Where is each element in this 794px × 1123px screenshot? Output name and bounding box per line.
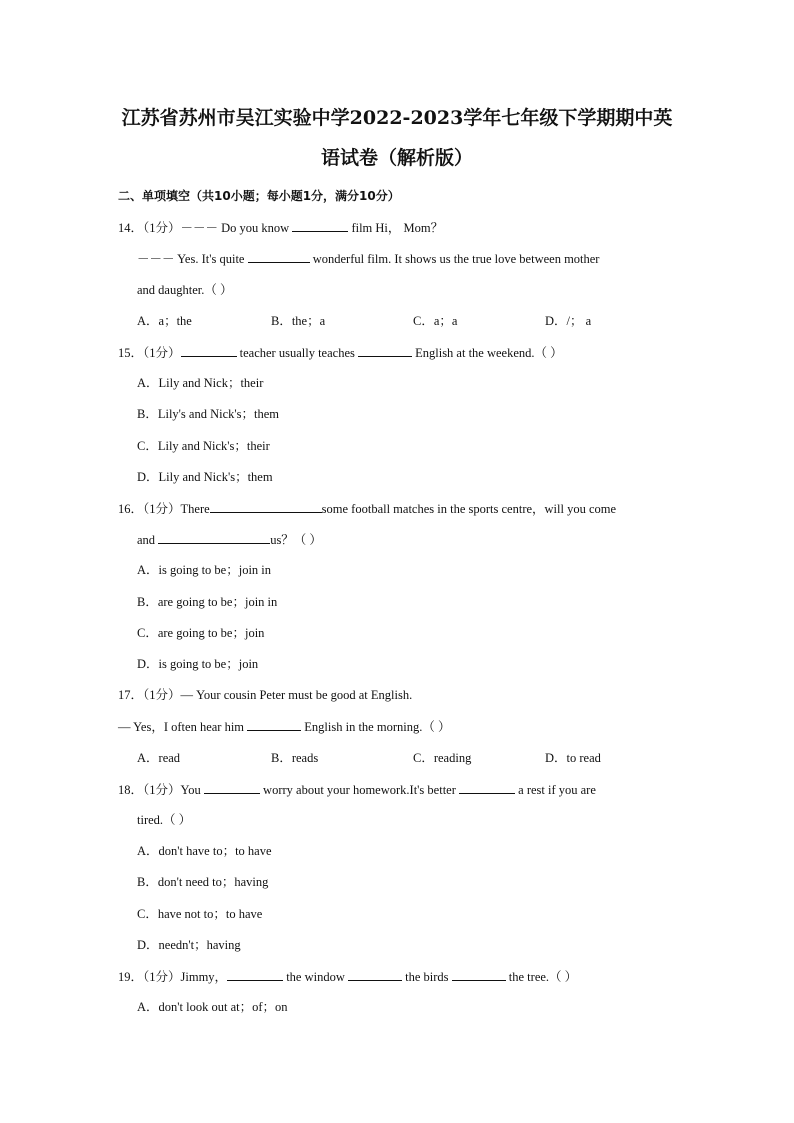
question-text: and (137, 533, 159, 547)
option-b: B．Lily's and Nick's；them (137, 407, 279, 421)
option-d: D．/； a (545, 314, 592, 328)
question-number: 17．（1分） (118, 688, 181, 702)
question-15 (118, 344, 678, 361)
option-a: A．read (137, 751, 181, 765)
question-number: 16．（1分） (118, 502, 181, 516)
question-18 (118, 781, 678, 798)
question-text: wonderful film. It shows us the true love between mother (309, 252, 600, 266)
option-a: A．Lily and Nick；their (137, 376, 264, 390)
question-14-line3: and daughter.（ ） (137, 283, 233, 297)
question-text: film Hi， Mom？ (348, 221, 444, 235)
question-19 (118, 968, 678, 985)
question-number: 14．（1分） (118, 221, 181, 235)
option-b: B．the；a (271, 314, 326, 328)
answer-blank (158, 531, 270, 544)
question-text: －－－ Do you know (180, 221, 293, 235)
question-text: English at the weekend.（ ） (411, 346, 563, 360)
question-text: Jimmy， (180, 970, 228, 984)
question-text: the window (283, 970, 348, 984)
option-d: D．needn't；having (137, 938, 241, 952)
question-number: 15．（1分） (118, 346, 181, 360)
option-b: B．reads (271, 751, 319, 765)
answer-blank (181, 344, 237, 357)
question-text: a rest if you are (515, 783, 596, 797)
answer-blank (248, 250, 310, 263)
section-heading: 二、单项填空（共10小题；每小题1分，满分10分） (118, 189, 400, 203)
question-16 (118, 500, 678, 517)
answer-blank (459, 781, 515, 794)
option-c: C．a；a (413, 314, 458, 328)
question-text: You (180, 783, 204, 797)
option-d: D．to read (545, 751, 601, 765)
question-18-line2: tired.（ ） (137, 813, 192, 827)
answer-blank (348, 968, 402, 981)
answer-blank (292, 219, 348, 232)
question-text: the birds (402, 970, 452, 984)
question-number: 19．（1分） (118, 970, 181, 984)
option-c: C．have not to；to have (137, 907, 263, 921)
answer-blank (210, 500, 322, 513)
option-b: B．are going to be；join in (137, 595, 278, 609)
option-a: A．don't have to；to have (137, 844, 272, 858)
option-d: D．is going to be；join (137, 657, 259, 671)
question-text: －－－ Yes. It's quite (137, 252, 248, 266)
option-d: D．Lily and Nick's；them (137, 470, 273, 484)
question-text: teacher usually teaches (236, 346, 358, 360)
question-17 (118, 687, 678, 703)
question-text: us？（ ） (270, 533, 322, 547)
question-text: — Yes，I often hear him (118, 720, 248, 734)
answer-blank (204, 781, 260, 794)
question-text: English in the morning.（ ） (301, 720, 451, 734)
option-a: A．is going to be；join in (137, 563, 272, 577)
document-title-line2: 语试卷（解析版） (320, 147, 473, 169)
answer-blank (227, 968, 283, 981)
option-c: C．are going to be；join (137, 626, 265, 640)
document-title-line1: 江苏省苏州市吴江实验中学2022-2023学年七年级下学期期中英 (121, 107, 673, 129)
question-text: some football matches in the sports centre，will you come (321, 502, 617, 516)
option-a: A．don't look out at；of；on (137, 1000, 288, 1014)
answer-blank (247, 718, 301, 731)
question-17-line2 (118, 718, 678, 735)
question-text: There (180, 502, 210, 516)
question-text: — Your cousin Peter must be good at English. (180, 688, 413, 702)
option-c: C．Lily and Nick's；their (137, 439, 270, 453)
option-b: B．don't need to；having (137, 875, 269, 889)
question-14 (118, 219, 678, 236)
question-14-line2 (137, 250, 677, 267)
question-text: the tree.（ ） (505, 970, 578, 984)
question-number: 18．（1分） (118, 783, 181, 797)
question-16-line2 (137, 531, 677, 548)
answer-blank (452, 968, 506, 981)
question-text: worry about your homework.It's better (259, 783, 460, 797)
option-c: C．reading (413, 751, 472, 765)
option-a: A．a；the (137, 314, 192, 328)
answer-blank (358, 344, 412, 357)
